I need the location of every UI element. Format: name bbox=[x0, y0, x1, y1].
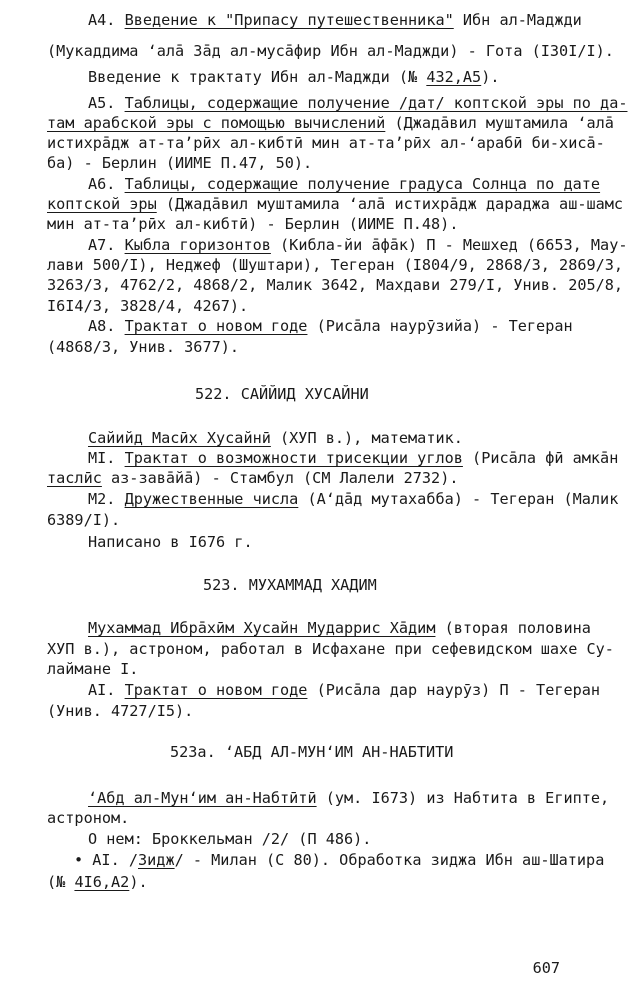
text-line: 6389/I). bbox=[47, 511, 121, 529]
text-line: Написано в I676 г. bbox=[88, 533, 253, 551]
text-line: МI. Трактат о возможности трисекции углов (Рисāла фӣ амкāн bbox=[88, 449, 619, 467]
text-line: (Мукаддима ʻалā Зāд ал-мусāфир Ибн ал-Маджди) - Гота (I30I/I). bbox=[47, 42, 614, 60]
text-line: ХУП в.), астроном, работал в Исфахане при сефевидском шахе Су- bbox=[47, 640, 614, 658]
text-line: (№ 4I6,А2). bbox=[47, 873, 148, 891]
text-line: Мухаммад Ибрāхӣм Хусайн Мударрис Хāдим (вторая половина bbox=[88, 619, 591, 637]
text-line: • АI. /Зидж/ - Милан (С 80). Обработка зиджа Ибн аш-Шатира bbox=[74, 851, 605, 869]
text-line: А6. Таблицы, содержащие получение градуса Солнца по дате bbox=[88, 175, 601, 193]
text-line: Введение к трактату Ибн ал-Маджди (№ 432,А5). bbox=[88, 68, 500, 86]
text-line: О нем: Броккельман /2/ (П 486). bbox=[88, 830, 372, 848]
text-line: А5. Таблицы, содержащие получение /дат/ коптской эры по да- bbox=[88, 94, 628, 112]
text-line: А7. Кыбла горизонтов (Кибла-йи āфāк) П - Мешхед (6653, Мау- bbox=[88, 236, 628, 254]
section-heading-522: 522. САЙЙИД ХУСАЙНИ bbox=[195, 385, 369, 403]
text-line: там арабской эры с помощью вычислений (Джадāвил муштамила ʻалā bbox=[47, 114, 614, 132]
text-line: (4868/3, Унив. 3677). bbox=[47, 338, 240, 356]
section-heading-523a: 523а. ʻАБД АЛ-МУНʻИМ АН-НАБТИТИ bbox=[170, 743, 454, 761]
text-line: 3263/3, 4762/2, 4868/2, Малик 3642, Махдави 279/I, Унив. 205/8, bbox=[47, 276, 624, 294]
text-line: коптской эры (Джадāвил муштамила ʻалā истихрāдж дараджа аш-шамс bbox=[47, 195, 624, 213]
text-line: А8. Трактат о новом годе (Рисāла наурӯзийа) - Тегеран bbox=[88, 317, 573, 335]
text-line: мин ат-таʼрӣх ал-кибтӣ) - Берлин (ИИМЕ П.48). bbox=[47, 215, 459, 233]
text-line: Сайийд Масӣх Хусайнӣ (ХУП в.), математик. bbox=[88, 429, 463, 447]
text-line: лаймане I. bbox=[47, 660, 139, 678]
text-line: ба) - Берлин (ИИМЕ П.47, 50). bbox=[47, 154, 313, 172]
text-line: А4. Введение к "Припасу путешественника" Ибн ал-Маджди bbox=[88, 11, 582, 29]
text-line: I6I4/3, 3828/4, 4267). bbox=[47, 297, 249, 315]
page-number: 607 bbox=[532, 959, 560, 977]
text-line: ʻАбд ал-Мунʻим ан-Набтӣтӣ (ум. I673) из Набтита в Египте, bbox=[88, 789, 610, 807]
text-line: (Унив. 4727/I5). bbox=[47, 702, 194, 720]
text-line: М2. Дружественные числа (Аʻдāд мутахабба) - Тегеран (Малик bbox=[88, 490, 619, 508]
text-line: астроном. bbox=[47, 809, 130, 827]
text-line: АI. Трактат о новом годе (Рисāла дар наурӯз) П - Тегеран bbox=[88, 681, 601, 699]
section-heading-523: 523. МУХАММАД ХАДИМ bbox=[203, 576, 377, 594]
text-line: лави 500/I), Неджеф (Шуштари), Тегеран (I804/9, 2868/3, 2869/3, bbox=[47, 256, 624, 274]
text-line: истихрāдж ат-таʼрӣх ал-кибтӣ мин ат-таʼрӣх ал-ʻарабӣ би-хисā- bbox=[47, 134, 605, 152]
text-line: таслӣс аз-завāйā) - Стамбул (СМ Лалели 2732). bbox=[47, 469, 459, 487]
